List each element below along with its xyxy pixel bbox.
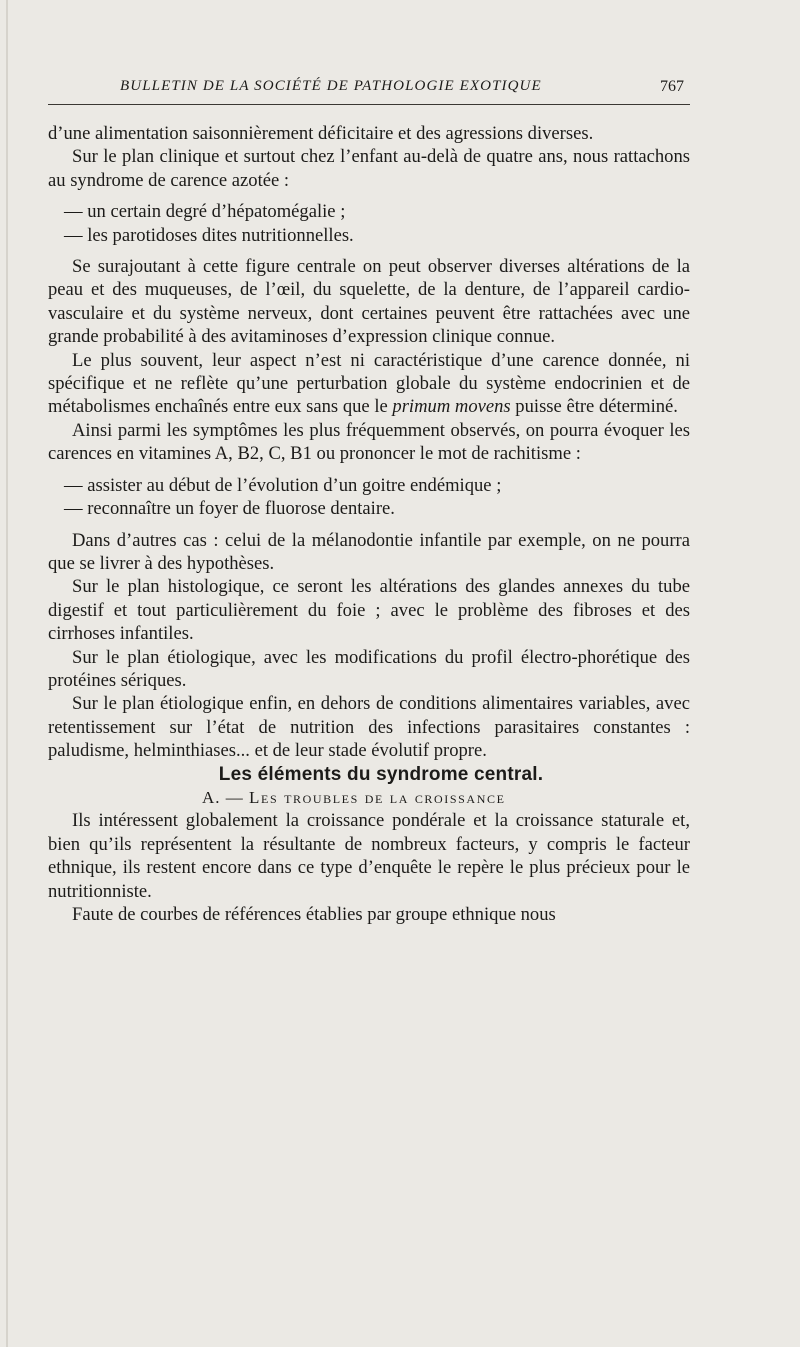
- subsection-prefix: A. —: [202, 787, 250, 807]
- paragraph-2: Sur le plan clinique et surtout chez l’enfant au-delà de quatre ans, nous rattachons au syndrome de carence azotée :: [48, 146, 690, 191]
- subsection-title: [48, 786, 690, 809]
- header-rule: [48, 104, 690, 105]
- section-title: Les éléments du syndrome central.: [218, 763, 544, 785]
- list-1: [48, 200, 690, 247]
- paragraph-10: Ils intéressent globalement la croissance pondérale et la croissance staturale et, bien qu’ils représentent la résultante de nombreux facteurs, y compris le facteur ethnique, ils restent encore dans ce type d’enquête le repère le plus précieux pour le nutritionniste.: [48, 810, 690, 902]
- paragraph-5: Ainsi parmi les symptômes les plus fréquemment observés, on pourra évoquer les carences en vitamines A, B2, C, B1 ou prononcer le mot de rachitisme :: [48, 419, 690, 465]
- paragraph-11: Faute de courbes de références établies par groupe ethnique nous: [72, 904, 556, 925]
- page-edge: [6, 0, 8, 1347]
- paragraph-4: [48, 349, 690, 419]
- list-2: [48, 474, 690, 521]
- list-item: — reconnaître un foyer de fluorose dentaire.: [64, 498, 395, 520]
- paragraph-9: Sur le plan étiologique enfin, en dehors de conditions alimentaires variables, avec retentissement sur l’état de nutrition des infections parasitaires constantes : paludisme, helminthiases... et de leur stade évolutif propre.: [48, 693, 690, 762]
- paragraph-8: Sur le plan étiologique, avec les modifications du profil électro-phorétique des protéines sériques.: [48, 646, 690, 691]
- paragraph-7: Sur le plan histologique, ce seront les altérations des glandes annexes du tube digestif et tout particulièrement du foie ; avec le problème des fibroses et des cirrhoses infantiles.: [48, 576, 690, 645]
- paragraph-1: d’une alimentation saisonnièrement déficitaire et des agressions diverses.: [48, 123, 594, 144]
- paragraph-4-start: Le plus souvent, leur aspect n’est ni caractéristique d’une carence donnée, ni spécifique et ne reflète qu’une perturbation globale du système endocrinien et de métabolismes enchaînés entre eux sans que le: [48, 349, 690, 418]
- body-text: [48, 122, 690, 926]
- page-header: [48, 78, 688, 104]
- page-number: 767: [660, 78, 684, 95]
- paragraph-4-end: puisse être déterminé.: [510, 396, 678, 418]
- list-item: — les parotidoses dites nutritionnelles.: [64, 224, 354, 246]
- paragraph-4-italic: primum movens: [392, 396, 511, 418]
- list-item: — un certain degré d’hépatomégalie ;: [64, 201, 346, 223]
- list-item: — assister au début de l’évolution d’un goitre endémique ;: [64, 474, 502, 496]
- running-head: BULLETIN DE LA SOCIÉTÉ DE PATHOLOGIE EXOTIQUE: [120, 78, 542, 94]
- paragraph-3: Se surajoutant à cette figure centrale on peut observer diverses altérations de la peau et des muqueuses, de l’œil, du squelette, de la denture, de l’appareil cardio-vasculaire et du système nerveux, dont certaines peuvent être rattachées avec une grande probabilité à des avitaminoses d’expression clinique connue.: [48, 256, 690, 348]
- paragraph-6: Dans d’autres cas : celui de la mélanodontie infantile par exemple, on ne pourra que se livrer à des hypothèses.: [48, 529, 690, 574]
- subsection-label: Les troubles de la croissance: [249, 787, 506, 807]
